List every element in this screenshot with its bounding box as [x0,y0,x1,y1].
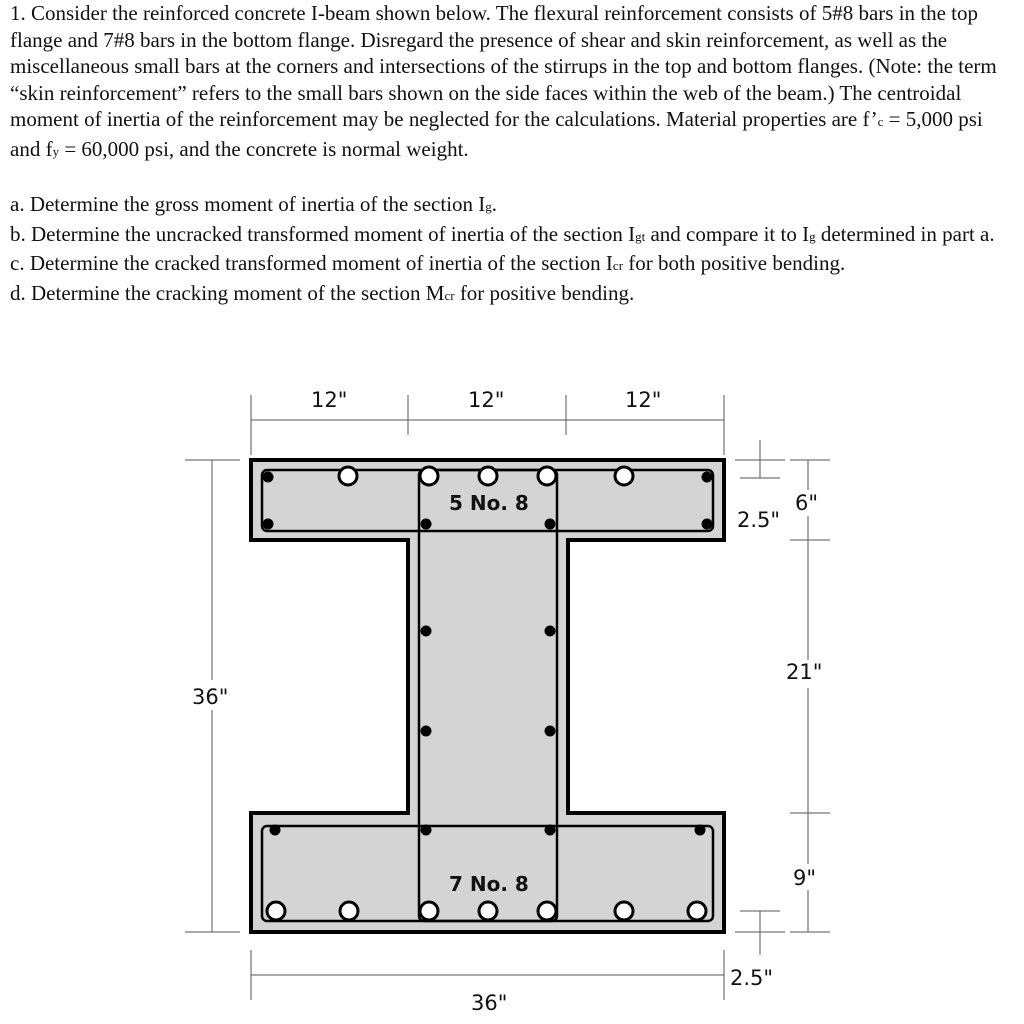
top-dim-right: 12" [625,388,662,412]
right-dim-bot-cover: 2.5" [730,966,774,990]
right-dim-web: 21" [786,660,823,684]
right-dim-flange-bot: 9" [793,866,817,890]
right-dim-flange-top: 6" [795,491,819,515]
part-c: c. Determine the cracked transformed moment of inertia of the section Icr for both positive bending. [10,251,846,275]
bottom-bars-label: 7 No. 8 [449,872,529,896]
problem-intro: 1. Consider the reinforced concrete I-beam shown below. The flexural reinforcement consists of 5#8 bars in the top flange and 7#8 bars in the bottom flange. Disregard the presence of shear and skin reinforcement, as well as the miscellaneous small bars at the corners and intersections of the stirrups in the top and bottom flanges. (Note: the term “skin reinforcement” refers to the small bars shown on the side faces within the web of the beam.) The centroidal moment of inertia of the reinforcement may be neglected for the calculations. Material properties are f’c = 5,000 psi and fy = 60,000 psi, and the concrete is normal weight. [10,1,997,161]
height-dim: 36" [192,685,229,709]
part-d: d. Determine the cracking moment of the section Mcr for positive bending. [10,280,635,305]
right-dim-top-cover: 2.5" [737,508,781,532]
part-a: a. Determine the gross moment of inertia of the section Ig. [10,192,498,216]
top-bars-label: 5 No. 8 [449,491,529,515]
top-dim-left: 12" [311,388,348,412]
bottom-dim: 36" [471,991,508,1015]
top-dim-center: 12" [468,388,505,412]
part-b: b. Determine the uncracked transformed moment of inertia of the section Igt and compare it to Ig determined in part a. [10,221,995,246]
